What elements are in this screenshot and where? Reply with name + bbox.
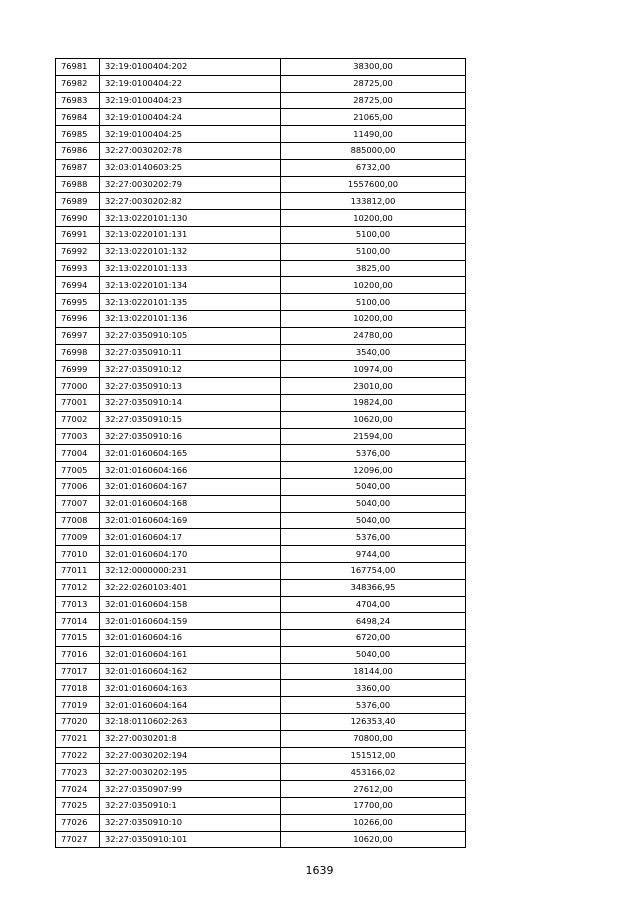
table-row <box>56 92 466 109</box>
table-row <box>56 562 466 579</box>
value-cell: 5100,00 <box>281 226 466 243</box>
table-row <box>56 630 466 647</box>
table-row <box>56 613 466 630</box>
row-id-cell: 77019 <box>56 697 100 714</box>
value-cell: 5376,00 <box>281 697 466 714</box>
table-row <box>56 546 466 563</box>
table-row <box>56 193 466 210</box>
cadastral-number-cell: 32:27:0350910:15 <box>100 411 281 428</box>
page-number: 1639 <box>305 864 334 877</box>
value-cell: 6732,00 <box>281 159 466 176</box>
row-id-cell: 77027 <box>56 831 100 848</box>
cadastral-number-cell: 32:01:0160604:161 <box>100 646 281 663</box>
value-cell: 3540,00 <box>281 344 466 361</box>
value-cell: 12096,00 <box>281 462 466 479</box>
row-id-cell: 76987 <box>56 159 100 176</box>
value-cell: 9744,00 <box>281 546 466 563</box>
cadastral-number-cell: 32:27:0350910:12 <box>100 361 281 378</box>
table-row <box>56 159 466 176</box>
row-id-cell: 77014 <box>56 613 100 630</box>
table-row <box>56 714 466 731</box>
table-row <box>56 831 466 848</box>
cadastral-number-cell: 32:18:0110602:263 <box>100 714 281 731</box>
row-id-cell: 76996 <box>56 310 100 327</box>
table-row <box>56 462 466 479</box>
row-id-cell: 76995 <box>56 294 100 311</box>
table-row <box>56 126 466 143</box>
row-id-cell: 77025 <box>56 798 100 815</box>
table-row <box>56 781 466 798</box>
cadastral-number-cell: 32:13:0220101:133 <box>100 260 281 277</box>
row-id-cell: 77018 <box>56 680 100 697</box>
row-id-cell: 77004 <box>56 445 100 462</box>
cadastral-number-cell: 32:19:0100404:202 <box>100 59 281 76</box>
table-row <box>56 243 466 260</box>
cadastral-number-cell: 32:27:0030202:79 <box>100 176 281 193</box>
cadastral-number-cell: 32:01:0160604:167 <box>100 478 281 495</box>
value-cell: 21065,00 <box>281 109 466 126</box>
table-row <box>56 579 466 596</box>
value-cell: 10266,00 <box>281 814 466 831</box>
cadastral-number-cell: 32:27:0030202:78 <box>100 142 281 159</box>
cadastral-number-cell: 32:27:0350910:13 <box>100 378 281 395</box>
table-row <box>56 646 466 663</box>
row-id-cell: 77012 <box>56 579 100 596</box>
value-cell: 885000,00 <box>281 142 466 159</box>
table-row <box>56 764 466 781</box>
value-cell: 5040,00 <box>281 495 466 512</box>
value-cell: 21594,00 <box>281 428 466 445</box>
row-id-cell: 77011 <box>56 562 100 579</box>
table-row <box>56 327 466 344</box>
value-cell: 19824,00 <box>281 394 466 411</box>
row-id-cell: 77016 <box>56 646 100 663</box>
table-row <box>56 798 466 815</box>
row-id-cell: 77024 <box>56 781 100 798</box>
row-id-cell: 76993 <box>56 260 100 277</box>
row-id-cell: 76997 <box>56 327 100 344</box>
value-cell: 5376,00 <box>281 529 466 546</box>
row-id-cell: 77005 <box>56 462 100 479</box>
cadastral-number-cell: 32:19:0100404:22 <box>100 75 281 92</box>
table-row <box>56 529 466 546</box>
value-cell: 5040,00 <box>281 646 466 663</box>
value-cell: 5100,00 <box>281 294 466 311</box>
row-id-cell: 76998 <box>56 344 100 361</box>
cadastral-number-cell: 32:01:0160604:158 <box>100 596 281 613</box>
table-row <box>56 697 466 714</box>
cadastral-number-cell: 32:01:0160604:159 <box>100 613 281 630</box>
table-row <box>56 596 466 613</box>
value-cell: 151512,00 <box>281 747 466 764</box>
table-row <box>56 512 466 529</box>
cadastral-number-cell: 32:22:0260103:401 <box>100 579 281 596</box>
cadastral-number-cell: 32:27:0350910:14 <box>100 394 281 411</box>
cadastral-number-cell: 32:01:0160604:168 <box>100 495 281 512</box>
cadastral-number-cell: 32:01:0160604:170 <box>100 546 281 563</box>
value-cell: 17700,00 <box>281 798 466 815</box>
cadastral-number-cell: 32:27:0030202:82 <box>100 193 281 210</box>
value-cell: 23010,00 <box>281 378 466 395</box>
value-cell: 28725,00 <box>281 92 466 109</box>
cadastral-number-cell: 32:01:0160604:163 <box>100 680 281 697</box>
table-row <box>56 428 466 445</box>
table-row <box>56 730 466 747</box>
table-row <box>56 176 466 193</box>
row-id-cell: 77017 <box>56 663 100 680</box>
table-row <box>56 663 466 680</box>
cadastral-number-cell: 32:01:0160604:17 <box>100 529 281 546</box>
table-row <box>56 109 466 126</box>
table-row <box>56 814 466 831</box>
cadastral-number-cell: 32:12:0000000:231 <box>100 562 281 579</box>
value-cell: 5040,00 <box>281 478 466 495</box>
cadastral-number-cell: 32:13:0220101:136 <box>100 310 281 327</box>
row-id-cell: 76985 <box>56 126 100 143</box>
row-id-cell: 77007 <box>56 495 100 512</box>
table-row <box>56 495 466 512</box>
cadastral-number-cell: 32:01:0160604:166 <box>100 462 281 479</box>
row-id-cell: 77002 <box>56 411 100 428</box>
value-cell: 10620,00 <box>281 831 466 848</box>
cadastral-number-cell: 32:27:0350910:105 <box>100 327 281 344</box>
value-cell: 24780,00 <box>281 327 466 344</box>
value-cell: 6720,00 <box>281 630 466 647</box>
row-id-cell: 77008 <box>56 512 100 529</box>
value-cell: 10974,00 <box>281 361 466 378</box>
table-row <box>56 260 466 277</box>
value-cell: 126353,40 <box>281 714 466 731</box>
row-id-cell: 77006 <box>56 478 100 495</box>
table-row <box>56 747 466 764</box>
row-id-cell: 77023 <box>56 764 100 781</box>
value-cell: 10200,00 <box>281 277 466 294</box>
value-cell: 27612,00 <box>281 781 466 798</box>
value-cell: 3360,00 <box>281 680 466 697</box>
value-cell: 1557600,00 <box>281 176 466 193</box>
row-id-cell: 76999 <box>56 361 100 378</box>
cadastral-number-cell: 32:27:0350910:11 <box>100 344 281 361</box>
row-id-cell: 76984 <box>56 109 100 126</box>
table-row <box>56 478 466 495</box>
row-id-cell: 77010 <box>56 546 100 563</box>
row-id-cell: 77026 <box>56 814 100 831</box>
table-row <box>56 344 466 361</box>
value-cell: 5376,00 <box>281 445 466 462</box>
cadastral-number-cell: 32:19:0100404:24 <box>100 109 281 126</box>
row-id-cell: 76989 <box>56 193 100 210</box>
cadastral-number-cell: 32:27:0350907:99 <box>100 781 281 798</box>
value-cell: 11490,00 <box>281 126 466 143</box>
value-cell: 133812,00 <box>281 193 466 210</box>
value-cell: 5040,00 <box>281 512 466 529</box>
table-row <box>56 59 466 76</box>
row-id-cell: 77021 <box>56 730 100 747</box>
cadastral-number-cell: 32:13:0220101:132 <box>100 243 281 260</box>
row-id-cell: 76983 <box>56 92 100 109</box>
row-id-cell: 76991 <box>56 226 100 243</box>
value-cell: 453166,02 <box>281 764 466 781</box>
value-cell: 3825,00 <box>281 260 466 277</box>
row-id-cell: 77013 <box>56 596 100 613</box>
cadastral-number-cell: 32:01:0160604:162 <box>100 663 281 680</box>
row-id-cell: 77009 <box>56 529 100 546</box>
cadastral-number-cell: 32:01:0160604:165 <box>100 445 281 462</box>
cadastral-number-cell: 32:27:0350910:16 <box>100 428 281 445</box>
table-row <box>56 394 466 411</box>
row-id-cell: 77022 <box>56 747 100 764</box>
cadastral-number-cell: 32:27:0030202:195 <box>100 764 281 781</box>
row-id-cell: 77003 <box>56 428 100 445</box>
row-id-cell: 76994 <box>56 277 100 294</box>
cadastral-number-cell: 32:27:0030202:194 <box>100 747 281 764</box>
table-row <box>56 75 466 92</box>
value-cell: 70800,00 <box>281 730 466 747</box>
row-id-cell: 76992 <box>56 243 100 260</box>
value-cell: 18144,00 <box>281 663 466 680</box>
table-row <box>56 411 466 428</box>
table-row <box>56 210 466 227</box>
cadastral-number-cell: 32:13:0220101:130 <box>100 210 281 227</box>
table-row <box>56 378 466 395</box>
cadastral-number-cell: 32:19:0100404:23 <box>100 92 281 109</box>
cadastral-number-cell: 32:27:0350910:101 <box>100 831 281 848</box>
cadastral-number-cell: 32:19:0100404:25 <box>100 126 281 143</box>
table-body <box>56 59 466 848</box>
value-cell: 10200,00 <box>281 210 466 227</box>
cadastral-number-cell: 32:27:0350910:10 <box>100 814 281 831</box>
row-id-cell: 76988 <box>56 176 100 193</box>
cadastral-number-cell: 32:13:0220101:131 <box>100 226 281 243</box>
cadastral-number-cell: 32:13:0220101:134 <box>100 277 281 294</box>
value-cell: 167754,00 <box>281 562 466 579</box>
table-row <box>56 680 466 697</box>
value-cell: 4704,00 <box>281 596 466 613</box>
table-row <box>56 226 466 243</box>
row-id-cell: 76986 <box>56 142 100 159</box>
cadastral-number-cell: 32:13:0220101:135 <box>100 294 281 311</box>
table-row <box>56 294 466 311</box>
table-row <box>56 277 466 294</box>
value-cell: 38300,00 <box>281 59 466 76</box>
row-id-cell: 76982 <box>56 75 100 92</box>
table-row <box>56 310 466 327</box>
row-id-cell: 77020 <box>56 714 100 731</box>
table-row <box>56 445 466 462</box>
row-id-cell: 76981 <box>56 59 100 76</box>
value-cell: 348366,95 <box>281 579 466 596</box>
cadastral-number-cell: 32:01:0160604:16 <box>100 630 281 647</box>
value-cell: 10620,00 <box>281 411 466 428</box>
row-id-cell: 77015 <box>56 630 100 647</box>
row-id-cell: 77001 <box>56 394 100 411</box>
cadastral-number-cell: 32:27:0350910:1 <box>100 798 281 815</box>
cadastral-number-cell: 32:27:0030201:8 <box>100 730 281 747</box>
table-row <box>56 361 466 378</box>
row-id-cell: 77000 <box>56 378 100 395</box>
value-cell: 6498,24 <box>281 613 466 630</box>
value-cell: 28725,00 <box>281 75 466 92</box>
cadastral-number-cell: 32:03:0140603:25 <box>100 159 281 176</box>
row-id-cell: 76990 <box>56 210 100 227</box>
value-cell: 5100,00 <box>281 243 466 260</box>
cadastral-number-cell: 32:01:0160604:164 <box>100 697 281 714</box>
cadastral-number-cell: 32:01:0160604:169 <box>100 512 281 529</box>
data-table <box>55 58 466 848</box>
table-row <box>56 142 466 159</box>
value-cell: 10200,00 <box>281 310 466 327</box>
